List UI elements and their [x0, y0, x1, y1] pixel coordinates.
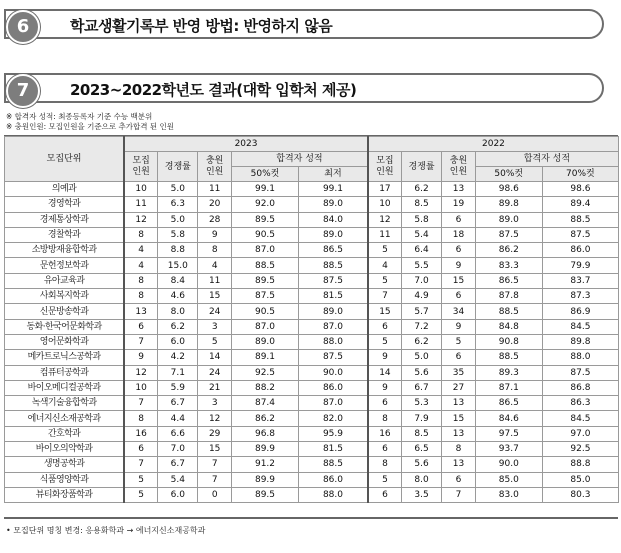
cell-score50-2023: 87.4	[231, 396, 298, 411]
cell-extra-2022: 6	[442, 472, 476, 487]
cell-score50-2023: 89.5	[231, 212, 298, 227]
cell-score50-2023: 99.1	[231, 182, 298, 197]
cell-extra-2023: 15	[198, 289, 232, 304]
cell-score70-2022: 86.9	[542, 304, 618, 319]
cell-quota-2022: 7	[368, 289, 402, 304]
cell-extra-2022: 13	[442, 396, 476, 411]
table-row	[5, 304, 619, 319]
cell-dept: 바이오메디컬공학과	[5, 380, 125, 395]
cell-dept: 영어문화학과	[5, 334, 125, 349]
cell-score50-2023: 87.5	[231, 289, 298, 304]
cell-quota-2023: 4	[124, 243, 158, 258]
cell-ratio-2023: 6.0	[158, 487, 198, 502]
cell-ratio-2022: 5.5	[401, 258, 441, 273]
cell-ratio-2022: 5.3	[401, 396, 441, 411]
table-row	[5, 426, 619, 441]
table-row	[5, 258, 619, 273]
cell-scoremin-2023: 81.5	[299, 289, 368, 304]
table-row	[5, 457, 619, 472]
cell-extra-2022: 9	[442, 258, 476, 273]
cell-score70-2022: 86.3	[542, 396, 618, 411]
cell-quota-2023: 7	[124, 334, 158, 349]
cell-score50-2022: 97.5	[475, 426, 542, 441]
cell-dept: 메카트로닉스공학과	[5, 350, 125, 365]
cell-ratio-2023: 7.1	[158, 365, 198, 380]
cell-quota-2023: 6	[124, 442, 158, 457]
cell-ratio-2023: 6.6	[158, 426, 198, 441]
cell-ratio-2023: 8.8	[158, 243, 198, 258]
cell-score70-2022: 85.0	[542, 472, 618, 487]
cell-ratio-2022: 6.5	[401, 442, 441, 457]
cell-score50-2022: 89.0	[475, 212, 542, 227]
cell-score50-2023: 89.5	[231, 273, 298, 288]
cell-ratio-2023: 7.0	[158, 442, 198, 457]
cell-dept: 컴퓨터공학과	[5, 365, 125, 380]
cell-scoremin-2023: 87.0	[299, 319, 368, 334]
cell-dept: 바이오의약학과	[5, 442, 125, 457]
cell-scoremin-2023: 88.0	[299, 487, 368, 502]
table-bottom-rule	[4, 517, 618, 519]
cell-extra-2022: 15	[442, 273, 476, 288]
cell-score50-2023: 86.2	[231, 411, 298, 426]
cell-quota-2022: 5	[368, 472, 402, 487]
cell-quota-2023: 8	[124, 289, 158, 304]
cell-ratio-2023: 6.0	[158, 334, 198, 349]
header-2023-min: 최저	[299, 167, 368, 182]
section-6-bar	[4, 9, 604, 39]
cell-ratio-2022: 7.0	[401, 273, 441, 288]
header-quota-2023: 모집 인원	[124, 152, 158, 182]
cell-extra-2022: 35	[442, 365, 476, 380]
cell-quota-2023: 13	[124, 304, 158, 319]
cell-score70-2022: 89.8	[542, 334, 618, 349]
cell-score50-2023: 90.5	[231, 304, 298, 319]
cell-extra-2022: 6	[442, 243, 476, 258]
cell-ratio-2023: 6.7	[158, 396, 198, 411]
cell-score50-2022: 87.1	[475, 380, 542, 395]
cell-extra-2022: 13	[442, 457, 476, 472]
cell-score70-2022: 87.5	[542, 365, 618, 380]
cell-extra-2022: 13	[442, 182, 476, 197]
cell-score70-2022: 88.8	[542, 457, 618, 472]
cell-scoremin-2023: 81.5	[299, 442, 368, 457]
cell-quota-2023: 6	[124, 319, 158, 334]
table-row	[5, 289, 619, 304]
cell-score50-2022: 90.0	[475, 457, 542, 472]
cell-ratio-2023: 4.4	[158, 411, 198, 426]
cell-ratio-2023: 6.2	[158, 319, 198, 334]
header-score-2022: 합격자 성적	[475, 152, 618, 167]
cell-ratio-2022: 6.2	[401, 182, 441, 197]
header-score-2023: 합격자 성적	[231, 152, 367, 167]
cell-extra-2022: 18	[442, 227, 476, 242]
cell-score50-2023: 89.0	[231, 334, 298, 349]
cell-extra-2023: 8	[198, 243, 232, 258]
cell-scoremin-2023: 87.5	[299, 273, 368, 288]
cell-dept: 식품영양학과	[5, 472, 125, 487]
cell-quota-2022: 6	[368, 396, 402, 411]
table-row	[5, 197, 619, 212]
cell-score50-2023: 96.8	[231, 426, 298, 441]
cell-dept: 경영학과	[5, 197, 125, 212]
cell-ratio-2023: 4.6	[158, 289, 198, 304]
cell-scoremin-2023: 89.0	[299, 197, 368, 212]
cell-score50-2022: 89.3	[475, 365, 542, 380]
table-row	[5, 442, 619, 457]
cell-quota-2022: 9	[368, 380, 402, 395]
cell-quota-2022: 16	[368, 426, 402, 441]
cell-score70-2022: 80.3	[542, 487, 618, 502]
cell-extra-2022: 5	[442, 334, 476, 349]
cell-ratio-2022: 5.6	[401, 457, 441, 472]
cell-extra-2023: 12	[198, 411, 232, 426]
cell-ratio-2022: 8.5	[401, 197, 441, 212]
cell-dept: 뷰티화장품학과	[5, 487, 125, 502]
cell-score50-2022: 83.0	[475, 487, 542, 502]
cell-quota-2022: 8	[368, 457, 402, 472]
cell-extra-2022: 9	[442, 319, 476, 334]
cell-extra-2023: 7	[198, 472, 232, 487]
section-7-title: 2023~2022학년도 결과(대학 입학처 제공)	[70, 81, 357, 99]
cell-dept: 간호학과	[5, 426, 125, 441]
cell-quota-2022: 4	[368, 258, 402, 273]
cell-extra-2022: 6	[442, 212, 476, 227]
cell-ratio-2023: 15.0	[158, 258, 198, 273]
cell-ratio-2022: 5.7	[401, 304, 441, 319]
cell-score50-2022: 98.6	[475, 182, 542, 197]
cell-score70-2022: 89.4	[542, 197, 618, 212]
cell-quota-2022: 5	[368, 273, 402, 288]
cell-scoremin-2023: 86.5	[299, 243, 368, 258]
cell-scoremin-2023: 84.0	[299, 212, 368, 227]
note-score: ※ 합격자 성적: 최종등록자 기준 수능 백분위	[6, 112, 153, 121]
cell-scoremin-2023: 86.0	[299, 380, 368, 395]
cell-extra-2023: 3	[198, 319, 232, 334]
table-row	[5, 396, 619, 411]
cell-extra-2023: 24	[198, 365, 232, 380]
cell-extra-2022: 15	[442, 411, 476, 426]
cell-dept: 의예과	[5, 182, 125, 197]
cell-extra-2023: 15	[198, 442, 232, 457]
section-6-number: 6	[6, 10, 40, 44]
cell-extra-2023: 24	[198, 304, 232, 319]
cell-extra-2023: 11	[198, 273, 232, 288]
cell-extra-2022: 8	[442, 442, 476, 457]
cell-ratio-2022: 8.0	[401, 472, 441, 487]
table-row	[5, 243, 619, 258]
cell-ratio-2022: 3.5	[401, 487, 441, 502]
table-row	[5, 227, 619, 242]
cell-quota-2023: 12	[124, 212, 158, 227]
cell-score50-2023: 89.9	[231, 472, 298, 487]
cell-scoremin-2023: 88.0	[299, 334, 368, 349]
cell-quota-2022: 6	[368, 487, 402, 502]
cell-extra-2022: 6	[442, 350, 476, 365]
cell-quota-2023: 10	[124, 380, 158, 395]
cell-score70-2022: 98.6	[542, 182, 618, 197]
cell-score50-2022: 83.3	[475, 258, 542, 273]
cell-scoremin-2023: 89.0	[299, 304, 368, 319]
cell-scoremin-2023: 82.0	[299, 411, 368, 426]
cell-extra-2023: 21	[198, 380, 232, 395]
table-row	[5, 380, 619, 395]
cell-score70-2022: 86.0	[542, 243, 618, 258]
cell-ratio-2023: 5.0	[158, 182, 198, 197]
header-extra-2022: 충원 인원	[442, 152, 476, 182]
cell-ratio-2022: 6.2	[401, 334, 441, 349]
cell-quota-2022: 10	[368, 197, 402, 212]
cell-score50-2023: 89.5	[231, 487, 298, 502]
cell-score50-2022: 86.5	[475, 396, 542, 411]
cell-ratio-2022: 7.2	[401, 319, 441, 334]
section-6-title: 학교생활기록부 반영 방법: 반영하지 않음	[70, 17, 333, 35]
cell-ratio-2023: 8.4	[158, 273, 198, 288]
header-ratio-2022: 경쟁률	[401, 152, 441, 182]
cell-extra-2023: 29	[198, 426, 232, 441]
cell-ratio-2023: 4.2	[158, 350, 198, 365]
cell-score50-2023: 92.0	[231, 197, 298, 212]
cell-extra-2023: 0	[198, 487, 232, 502]
cell-score50-2023: 87.0	[231, 319, 298, 334]
cell-score50-2023: 91.2	[231, 457, 298, 472]
cell-quota-2023: 12	[124, 365, 158, 380]
cell-quota-2022: 12	[368, 212, 402, 227]
cell-dept: 유아교육과	[5, 273, 125, 288]
cell-score50-2022: 85.0	[475, 472, 542, 487]
footnote: • 모집단위 명칭 변경: 응용화학과 → 에너지신소재공학과	[6, 526, 206, 535]
cell-score50-2022: 86.2	[475, 243, 542, 258]
cell-score50-2022: 86.5	[475, 273, 542, 288]
header-2022-50cut: 50%컷	[475, 167, 542, 182]
cell-score70-2022: 88.0	[542, 350, 618, 365]
cell-extra-2022: 19	[442, 197, 476, 212]
table-row	[5, 334, 619, 349]
cell-dept: 경제통상학과	[5, 212, 125, 227]
cell-score70-2022: 88.5	[542, 212, 618, 227]
cell-extra-2023: 14	[198, 350, 232, 365]
table-row	[5, 273, 619, 288]
cell-score50-2022: 87.5	[475, 227, 542, 242]
table-row	[5, 319, 619, 334]
cell-score50-2022: 84.8	[475, 319, 542, 334]
cell-ratio-2022: 5.4	[401, 227, 441, 242]
cell-scoremin-2023: 86.0	[299, 472, 368, 487]
cell-quota-2023: 8	[124, 273, 158, 288]
cell-ratio-2022: 6.7	[401, 380, 441, 395]
cell-ratio-2023: 5.4	[158, 472, 198, 487]
cell-extra-2023: 28	[198, 212, 232, 227]
cell-dept: 녹색기술융합학과	[5, 396, 125, 411]
notes	[6, 112, 174, 132]
header-year-2023: 2023	[124, 137, 368, 152]
header-year-2022: 2022	[368, 137, 619, 152]
cell-extra-2023: 20	[198, 197, 232, 212]
cell-quota-2023: 8	[124, 227, 158, 242]
cell-extra-2022: 6	[442, 289, 476, 304]
cell-extra-2022: 7	[442, 487, 476, 502]
cell-dept: 소방방재융합학과	[5, 243, 125, 258]
cell-score70-2022: 79.9	[542, 258, 618, 273]
section-7-number: 7	[6, 74, 40, 108]
cell-score70-2022: 84.5	[542, 411, 618, 426]
cell-scoremin-2023: 88.5	[299, 258, 368, 273]
header-2023-50cut: 50%컷	[231, 167, 298, 182]
table-row	[5, 212, 619, 227]
cell-dept: 에너지신소재공학과	[5, 411, 125, 426]
cell-quota-2023: 4	[124, 258, 158, 273]
cell-extra-2022: 13	[442, 426, 476, 441]
cell-extra-2023: 4	[198, 258, 232, 273]
cell-quota-2023: 9	[124, 350, 158, 365]
cell-extra-2023: 7	[198, 457, 232, 472]
cell-quota-2022: 8	[368, 411, 402, 426]
cell-dept: 문헌정보학과	[5, 258, 125, 273]
header-ratio-2023: 경쟁률	[158, 152, 198, 182]
cell-ratio-2023: 8.0	[158, 304, 198, 319]
cell-quota-2023: 10	[124, 182, 158, 197]
cell-scoremin-2023: 87.5	[299, 350, 368, 365]
cell-scoremin-2023: 88.5	[299, 457, 368, 472]
cell-score70-2022: 86.8	[542, 380, 618, 395]
cell-extra-2022: 27	[442, 380, 476, 395]
cell-extra-2023: 11	[198, 182, 232, 197]
cell-scoremin-2023: 89.0	[299, 227, 368, 242]
cell-quota-2023: 5	[124, 487, 158, 502]
cell-scoremin-2023: 99.1	[299, 182, 368, 197]
cell-ratio-2022: 4.9	[401, 289, 441, 304]
cell-quota-2022: 5	[368, 243, 402, 258]
cell-quota-2022: 5	[368, 334, 402, 349]
cell-score50-2023: 90.5	[231, 227, 298, 242]
cell-score50-2023: 92.5	[231, 365, 298, 380]
cell-dept: 사회복지학과	[5, 289, 125, 304]
header-2022-70cut: 70%컷	[542, 167, 618, 182]
cell-dept: 경찰학과	[5, 227, 125, 242]
cell-quota-2023: 7	[124, 396, 158, 411]
cell-ratio-2023: 6.3	[158, 197, 198, 212]
cell-score70-2022: 87.5	[542, 227, 618, 242]
cell-dept: 동화·한국어문화학과	[5, 319, 125, 334]
cell-score70-2022: 83.7	[542, 273, 618, 288]
table-row	[5, 472, 619, 487]
cell-ratio-2022: 5.8	[401, 212, 441, 227]
cell-quota-2022: 17	[368, 182, 402, 197]
cell-score70-2022: 97.0	[542, 426, 618, 441]
cell-score50-2022: 90.8	[475, 334, 542, 349]
cell-score50-2023: 88.5	[231, 258, 298, 273]
cell-quota-2022: 15	[368, 304, 402, 319]
table-row	[5, 411, 619, 426]
cell-ratio-2022: 5.6	[401, 365, 441, 380]
cell-score50-2023: 89.1	[231, 350, 298, 365]
cell-extra-2023: 5	[198, 334, 232, 349]
cell-score50-2023: 89.9	[231, 442, 298, 457]
cell-score70-2022: 92.5	[542, 442, 618, 457]
cell-score50-2023: 88.2	[231, 380, 298, 395]
table-body	[5, 182, 619, 503]
header-quota-2022: 모집 인원	[368, 152, 402, 182]
header-extra-2023: 충원 인원	[198, 152, 232, 182]
cell-score50-2022: 88.5	[475, 304, 542, 319]
cell-quota-2023: 8	[124, 411, 158, 426]
table-row	[5, 182, 619, 197]
cell-score50-2022: 93.7	[475, 442, 542, 457]
cell-quota-2022: 11	[368, 227, 402, 242]
cell-quota-2023: 5	[124, 472, 158, 487]
table-row	[5, 365, 619, 380]
cell-score50-2022: 84.6	[475, 411, 542, 426]
cell-score70-2022: 87.3	[542, 289, 618, 304]
table-row	[5, 487, 619, 502]
cell-ratio-2023: 5.0	[158, 212, 198, 227]
cell-scoremin-2023: 95.9	[299, 426, 368, 441]
cell-ratio-2023: 5.8	[158, 227, 198, 242]
header-dept: 모집단위	[5, 137, 125, 182]
cell-ratio-2022: 7.9	[401, 411, 441, 426]
cell-extra-2023: 9	[198, 227, 232, 242]
cell-extra-2022: 34	[442, 304, 476, 319]
cell-quota-2022: 9	[368, 350, 402, 365]
cell-score70-2022: 84.5	[542, 319, 618, 334]
note-extra: ※ 충원인원: 모집인원을 기준으로 추가합격 된 인원	[6, 122, 175, 131]
cell-quota-2023: 16	[124, 426, 158, 441]
cell-ratio-2023: 5.9	[158, 380, 198, 395]
cell-quota-2022: 6	[368, 442, 402, 457]
cell-scoremin-2023: 87.0	[299, 396, 368, 411]
cell-ratio-2022: 6.4	[401, 243, 441, 258]
cell-extra-2023: 3	[198, 396, 232, 411]
cell-score50-2022: 89.8	[475, 197, 542, 212]
cell-dept: 신문방송학과	[5, 304, 125, 319]
cell-score50-2022: 87.8	[475, 289, 542, 304]
table-row	[5, 350, 619, 365]
cell-quota-2023: 11	[124, 197, 158, 212]
cell-quota-2022: 14	[368, 365, 402, 380]
cell-ratio-2022: 8.5	[401, 426, 441, 441]
cell-ratio-2022: 5.0	[401, 350, 441, 365]
cell-score50-2022: 88.5	[475, 350, 542, 365]
cell-scoremin-2023: 90.0	[299, 365, 368, 380]
cell-ratio-2023: 6.7	[158, 457, 198, 472]
section-7-bar	[4, 73, 604, 103]
cell-quota-2023: 7	[124, 457, 158, 472]
results-table	[4, 136, 619, 503]
cell-dept: 생명공학과	[5, 457, 125, 472]
cell-score50-2023: 87.0	[231, 243, 298, 258]
cell-quota-2022: 6	[368, 319, 402, 334]
